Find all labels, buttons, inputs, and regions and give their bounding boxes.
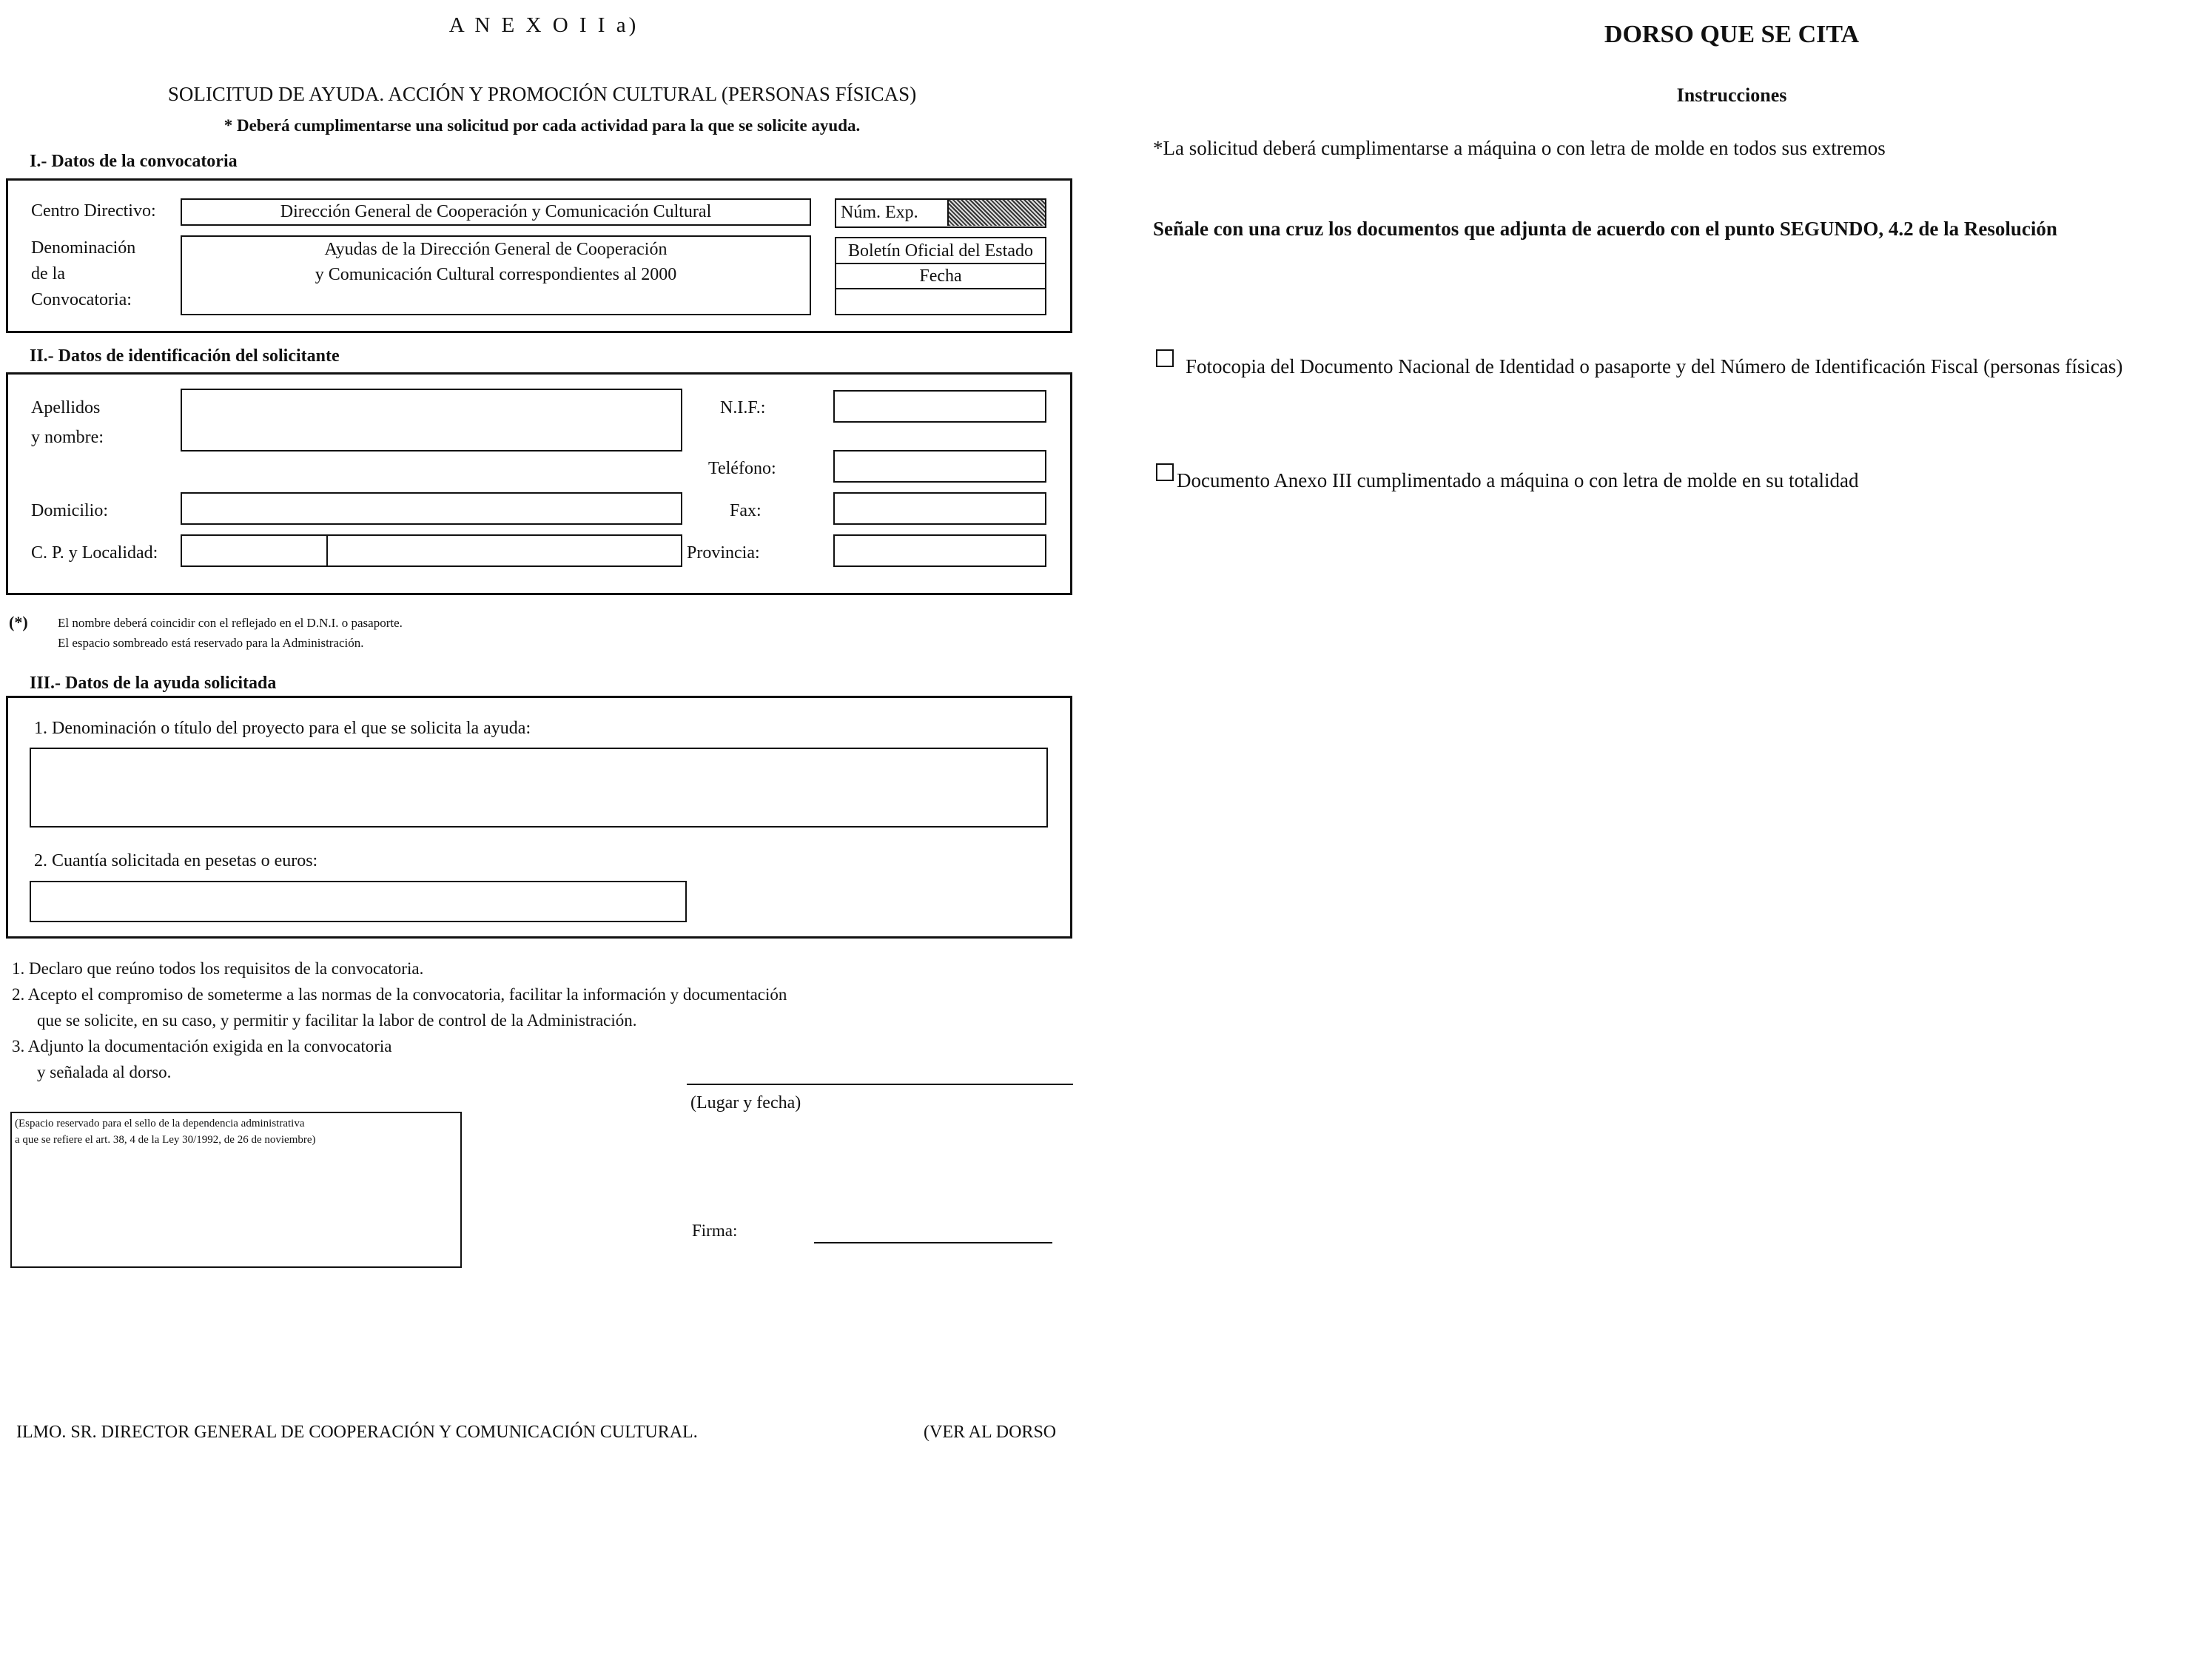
boe-field[interactable] (835, 237, 1046, 315)
denominacion-label-2: de la (31, 264, 65, 283)
project-title-field[interactable] (30, 748, 1048, 828)
domicilio-label: Domicilio: (31, 501, 108, 520)
telefono-label: Teléfono: (708, 459, 776, 478)
checkbox-dni-label: Fotocopia del Documento Nacional de Identidad o pasaporte y del Número de Identificación Fiscal (personas físicas) (1186, 355, 2123, 377)
localidad-field[interactable] (326, 534, 682, 567)
boe-divider (836, 263, 1045, 264)
denominacion-value-1: Ayudas de la Dirección General de Cooperación (324, 240, 668, 259)
stamp-text-1: (Espacio reservado para el sello de la dependencia administrativa (15, 1118, 305, 1129)
nif-field[interactable] (833, 390, 1046, 423)
provincia-field[interactable] (833, 534, 1046, 567)
section2-heading: II.- Datos de identificación del solicitante (30, 346, 340, 366)
stamp-box (10, 1112, 462, 1268)
form-title: SOLICITUD DE AYUDA. ACCIÓN Y PROMOCIÓN CULTURAL (PERSONAS FÍSICAS) (167, 83, 917, 105)
annex-title: A N E X O I I a) (448, 13, 639, 37)
denominacion-label-1: Denominación (31, 238, 136, 258)
centro-field[interactable] (181, 198, 811, 226)
denominacion-field[interactable] (181, 235, 811, 315)
boe-label: Boletín Oficial del Estado (848, 241, 1033, 261)
fax-field[interactable] (833, 492, 1046, 525)
telefono-field[interactable] (833, 450, 1046, 483)
q2-label: 2. Cuantía solicitada en pesetas o euros: (34, 851, 318, 870)
q1-label: 1. Denominación o título del proyecto para el que se solicita la ayuda: (34, 719, 531, 738)
declaration-1: 1. Declaro que reúno todos los requisitos de la convocatoria. (12, 959, 424, 978)
footnote-1: El nombre deberá coincidir con el reflejado en el D.N.I. o pasaporte. (58, 616, 403, 630)
firma-line[interactable] (814, 1242, 1052, 1243)
firma-label: Firma: (692, 1221, 738, 1240)
instruction-1: *La solicitud deberá cumplimentarse a máquina o con letra de molde en todos sus extremos (1153, 137, 1886, 159)
checkbox-anexo-iii[interactable] (1156, 463, 1174, 481)
apellidos-label-1: Apellidos (31, 398, 101, 417)
num-exp-field (835, 198, 1046, 228)
domicilio-field[interactable] (181, 492, 682, 525)
fecha-divider (836, 288, 1045, 289)
declaration-2-cont: que se solicite, en su caso, y permitir y facilitar la labor de control de la Administración. (37, 1011, 637, 1030)
nif-label: N.I.F.: (720, 398, 766, 417)
cp-label: C. P. y Localidad: (31, 543, 158, 563)
instruction-2: Señale con una cruz los documentos que adjunta de acuerdo con el punto SEGUNDO, 4.2 de la Resolución (1153, 218, 2057, 240)
footnote-marker: (*) (9, 613, 28, 631)
provincia-label: Provincia: (687, 543, 760, 563)
cp-field[interactable] (181, 534, 329, 567)
checkbox-anexo-iii-label: Documento Anexo III cumplimentado a máquina o con letra de molde en su totalidad (1177, 469, 1859, 491)
instructions-heading: Instrucciones (1676, 84, 1787, 106)
section1-heading: I.- Datos de la convocatoria (30, 152, 238, 171)
stamp-text-2: a que se refiere el art. 38, 4 de la Ley 30/1992, de 26 de noviembre) (15, 1134, 316, 1146)
footnote-2: El espacio sombreado está reservado para la Administración. (58, 636, 364, 650)
apellidos-field[interactable] (181, 389, 682, 452)
subtitle-note: * Deberá cumplimentarse una solicitud por cada actividad para la que se solicite ayuda. (223, 116, 861, 135)
num-exp-label: Núm. Exp. (841, 203, 918, 222)
denominacion-value-2: y Comunicación Cultural correspondientes al 2000 (315, 265, 677, 284)
addressee: ILMO. SR. DIRECTOR GENERAL DE COOPERACIÓN Y COMUNICACIÓN CULTURAL. (16, 1423, 698, 1442)
fecha-label: Fecha (919, 266, 962, 286)
ver-dorso: (VER AL DORSO (924, 1423, 1057, 1442)
right-title: DORSO QUE SE CITA (1604, 21, 1860, 48)
fax-label: Fax: (730, 501, 762, 520)
denominacion-label-3: Convocatoria: (31, 290, 132, 309)
checkbox-dni[interactable] (1156, 349, 1174, 367)
declaration-3-cont: y señalada al dorso. (37, 1063, 172, 1081)
apellidos-label-2: y nombre: (31, 428, 104, 447)
admin-shaded-area (947, 200, 1045, 226)
centro-value: Dirección General de Cooperación y Comunicación Cultural (280, 202, 712, 221)
amount-field[interactable] (30, 881, 687, 922)
lugar-fecha-label: (Lugar y fecha) (690, 1093, 801, 1112)
declaration-3: 3. Adjunto la documentación exigida en la convocatoria (12, 1037, 392, 1055)
declaration-2: 2. Acepto el compromiso de someterme a las normas de la convocatoria, facilitar la información y documentación (12, 985, 787, 1004)
section3-heading: III.- Datos de la ayuda solicitada (30, 674, 277, 693)
centro-label: Centro Directivo: (31, 201, 156, 221)
lugar-fecha-line[interactable] (687, 1084, 1073, 1085)
